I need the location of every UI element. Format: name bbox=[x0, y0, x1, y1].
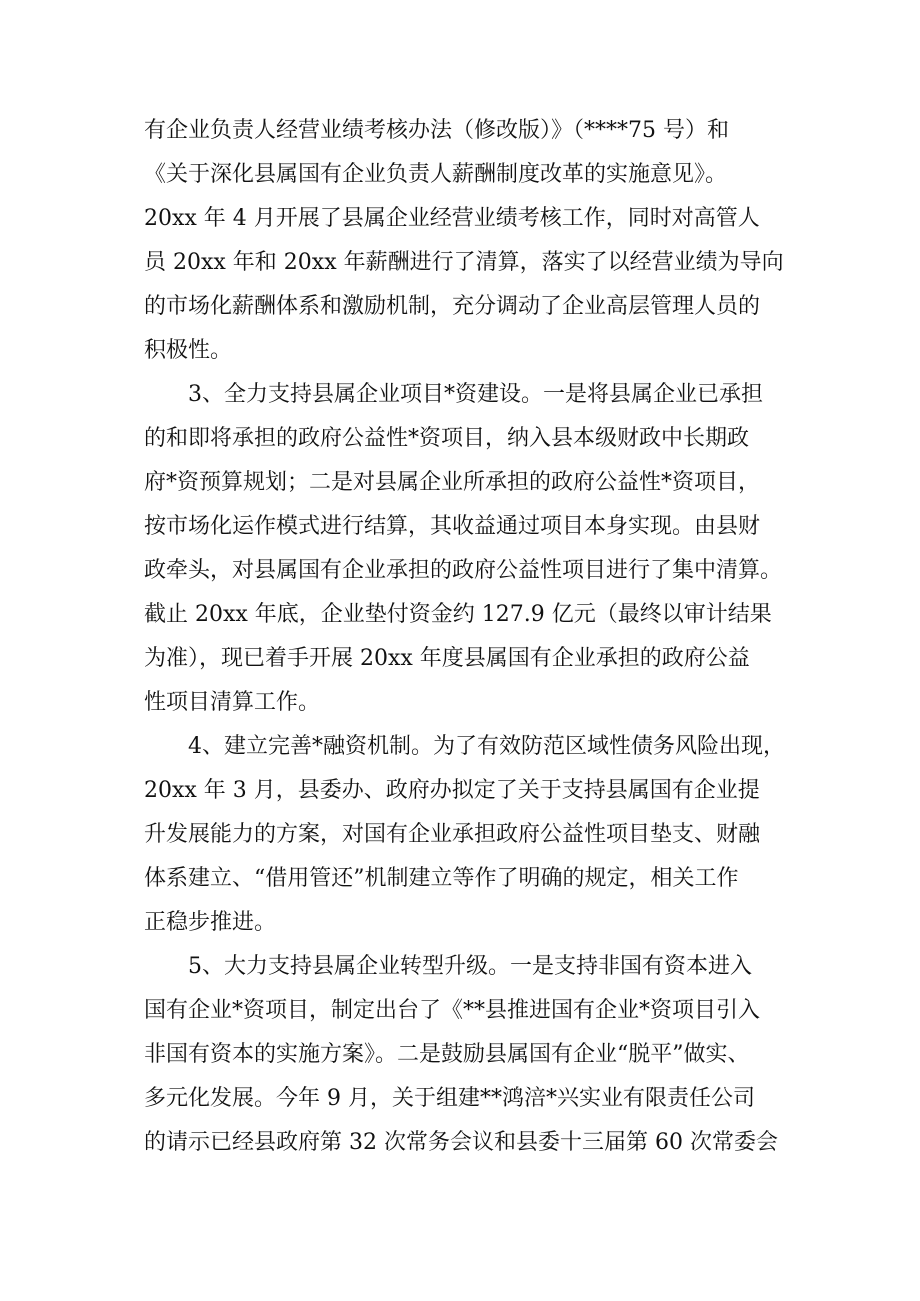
text-line: 体系建立、“借用管还”机制建立等作了明确的规定，相关工作 bbox=[144, 866, 739, 891]
paragraph-3-start: 3、全力支持县属企业项目*资建设。一是将县属企业已承担 bbox=[144, 382, 763, 407]
text-line: 20xx 年 4 月开展了县属企业经营业绩考核工作，同时对高管人 bbox=[144, 206, 760, 231]
text-line: 性项目清算工作。 bbox=[144, 690, 321, 715]
text-line: 升发展能力的方案，对国有企业承担政府公益性项目垫支、财融 bbox=[144, 822, 761, 847]
text-line: 非国有资本的实施方案》。二是鼓励县属国有企业“脱平”做实、 bbox=[144, 1042, 750, 1067]
text-line: 的请示已经县政府第 32 次常务会议和县委十三届第 60 次常委会 bbox=[144, 1130, 778, 1155]
paragraph-4-start: 4、建立完善*融资机制。为了有效防范区域性债务风险出现， bbox=[144, 734, 785, 759]
text-line: 有企业负责人经营业绩考核办法（修改版）》（****75 号）和 bbox=[144, 118, 729, 143]
text-line: 为准），现已着手开展 20xx 年度县属国有企业承担的政府公益 bbox=[144, 646, 750, 671]
text-line: 员 20xx 年和 20xx 年薪酬进行了清算，落实了以经营业绩为导向 bbox=[144, 250, 784, 275]
text-line: 府*资预算规划；二是对县属企业所承担的政府公益性*资项目， bbox=[144, 470, 761, 495]
text-line: 政牵头，对县属国有企业承担的政府公益性项目进行了集中清算。 bbox=[144, 558, 783, 583]
text-line: 多元化发展。今年 9 月，关于组建**鸿涪*兴实业有限责任公司 bbox=[144, 1086, 755, 1111]
text-line: 《关于深化县属国有企业负责人薪酬制度改革的实施意见》。 bbox=[144, 162, 728, 187]
text-line: 按市场化运作模式进行结算，其收益通过项目本身实现。由县财 bbox=[144, 514, 761, 539]
document-body bbox=[144, 109, 784, 1165]
text-line: 20xx 年 3 月，县委办、政府办拟定了关于支持县属国有企业提 bbox=[144, 778, 760, 803]
text-line: 国有企业*资项目，制定出台了《**县推进国有企业*资项目引入 bbox=[144, 998, 761, 1023]
text-line: 的和即将承担的政府公益性*资项目，纳入县本级财政中长期政 bbox=[144, 426, 750, 451]
paragraph-5-start: 5、大力支持县属企业转型升级。一是支持非国有资本进入 bbox=[144, 954, 752, 979]
text-line: 积极性。 bbox=[144, 338, 233, 363]
text-line: 正稳步推进。 bbox=[144, 910, 277, 935]
text-line: 的市场化薪酬体系和激励机制，充分调动了企业高层管理人员的 bbox=[144, 294, 761, 319]
text-line: 截止 20xx 年底，企业垫付资金约 127.9 亿元（最终以审计结果 bbox=[144, 602, 772, 627]
